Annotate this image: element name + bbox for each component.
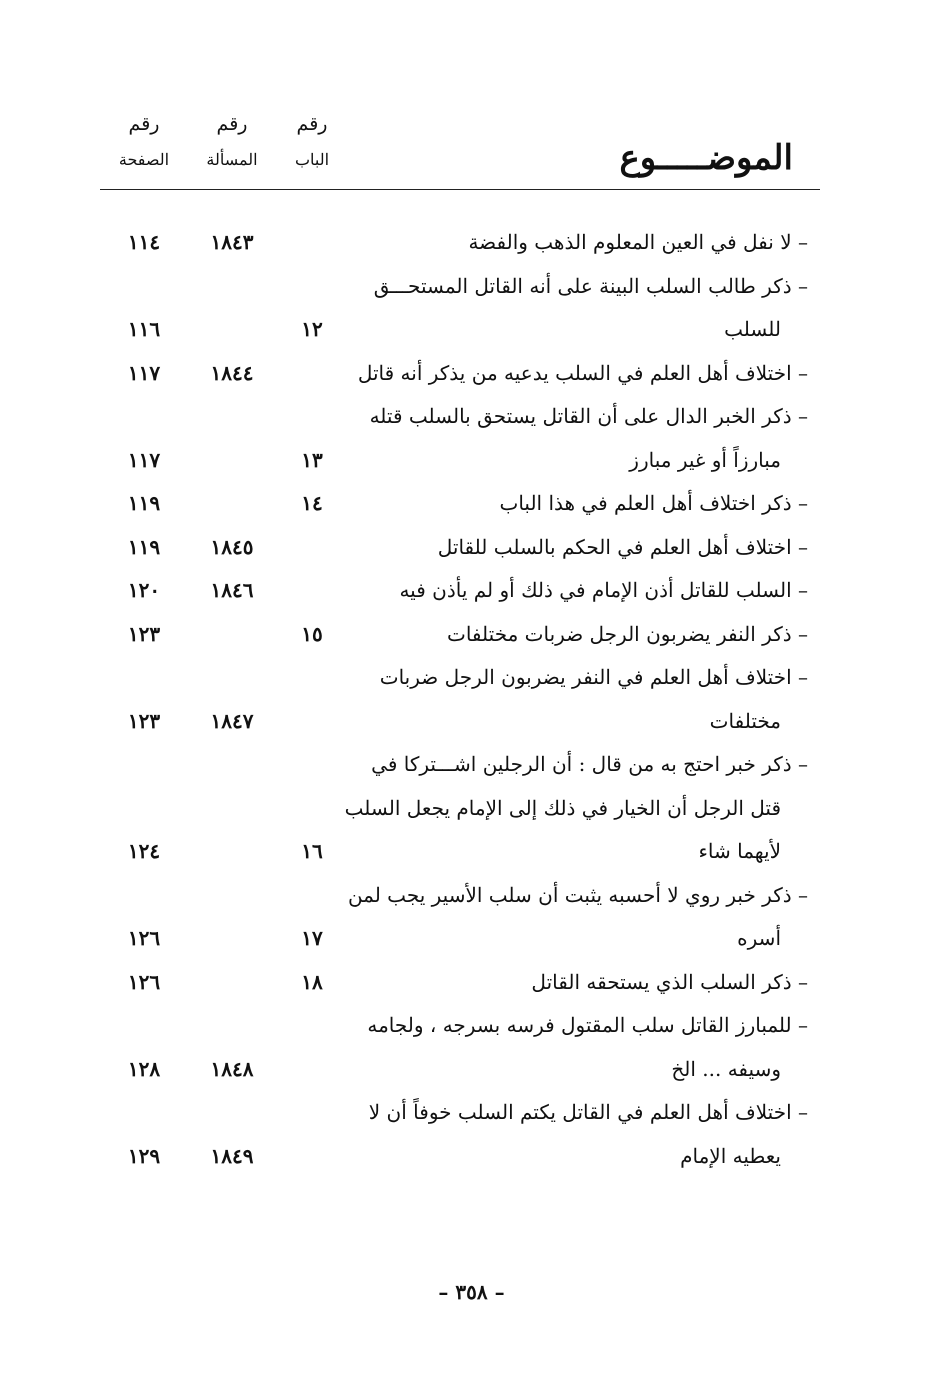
- entry-page-number: ١١٧: [127, 361, 161, 385]
- entry-bab-number: ١٨: [301, 970, 323, 994]
- entry-masala-number: ١٨٤٣: [210, 230, 254, 254]
- entry-bab-number: ١٧: [301, 926, 323, 950]
- entry-text: وسيفه ... الخ: [671, 1057, 781, 1081]
- entry-page-number: ١٢٣: [127, 709, 161, 733]
- header-page-label: الصفحة: [118, 150, 170, 169]
- entry-text: – ذكر خبر احتج به من قال : أن الرجلين اشـــتركا في: [371, 752, 808, 776]
- entry-text: – ذكر خبر روي لا أحسبه يثبت أن سلب الأسير يجب لمن: [347, 883, 808, 907]
- entry-text: – ذكر النفر يضربون الرجل ضربات مختلفات: [447, 622, 808, 646]
- entry-bab-number: ١٢: [301, 317, 323, 341]
- entry-text: – اختلاف أهل العلم في القاتل يكتم السلب خوفاً أن لا: [368, 1100, 808, 1124]
- entry-bab-number: ١٦: [301, 839, 323, 863]
- entry-text: – ذكر الخبر الدال على أن القاتل يستحق بالسلب قتله: [369, 404, 808, 428]
- header-raqm-bab: رقم: [296, 113, 328, 135]
- entry-masala-number: ١٨٤٥: [210, 535, 254, 559]
- header-raqm-masala: رقم: [216, 113, 248, 135]
- entry-masala-number: ١٨٤٤: [210, 361, 254, 385]
- entry-page-number: ١١٩: [127, 491, 161, 515]
- entry-bab-number: ١٤: [301, 491, 323, 515]
- entry-masala-number: ١٨٤٩: [210, 1144, 254, 1168]
- entry-text: – لا نفل في العين المعلوم الذهب والفضة: [468, 230, 808, 254]
- entry-text: مختلفات: [709, 709, 781, 733]
- entry-masala-number: ١٨٤٦: [210, 578, 254, 602]
- entry-text: – اختلاف أهل العلم في السلب يدعيه من يذكر أنه قاتل: [357, 361, 808, 385]
- header-bab-label: الباب: [294, 150, 330, 169]
- entry-text: – ذكر السلب الذي يستحقه القاتل: [531, 970, 808, 994]
- entry-page-number: ١٢٤: [127, 839, 161, 863]
- header-masala-label: المسألة: [206, 150, 258, 169]
- entry-page-number: ١١٦: [127, 317, 161, 341]
- entry-masala-number: ١٨٤٨: [210, 1057, 254, 1081]
- entry-text: – السلب للقاتل أذن الإمام في ذلك أو لم يأذن فيه: [399, 578, 808, 602]
- entry-page-number: ١٢٠: [127, 578, 161, 602]
- entry-text: للسلب: [724, 317, 781, 341]
- entry-text: يعطيه الإمام: [680, 1144, 781, 1168]
- page-number: – ٣٥٨ –: [438, 1280, 505, 1304]
- entry-text: – اختلاف أهل العلم في الحكم بالسلب للقاتل: [437, 535, 808, 559]
- entry-text: – اختلاف أهل العلم في النفر يضربون الرجل ضربات: [379, 665, 808, 689]
- entry-page-number: ١٢٦: [127, 970, 161, 994]
- entry-page-number: ١١٩: [127, 535, 161, 559]
- entry-text: مبارزاً أو غير مبارز: [629, 448, 781, 472]
- entry-text: – ذكر اختلاف أهل العلم في هذا الباب: [499, 491, 808, 515]
- entry-page-number: ١٢٦: [127, 926, 161, 950]
- header-rule: [100, 189, 820, 190]
- entry-text: قتل الرجل أن الخيار في ذلك إلى الإمام يجعل السلب: [344, 796, 781, 820]
- header-raqm-page: رقم: [128, 113, 160, 135]
- entry-text: أسره: [737, 926, 781, 950]
- entry-text: – للمبارز القاتل سلب المقتول فرسه بسرجه ، ولجامه: [367, 1013, 808, 1037]
- entry-masala-number: ١٨٤٧: [210, 709, 254, 733]
- entry-page-number: ١٢٨: [127, 1057, 161, 1081]
- entry-bab-number: ١٣: [301, 448, 323, 472]
- entry-page-number: ١١٧: [127, 448, 161, 472]
- entry-text: – ذكر طالب السلب البينة على أنه القاتل المستحـــق: [373, 274, 808, 298]
- entry-text: لأيهما شاء: [698, 839, 781, 863]
- header-title: الموضـــــوع: [619, 138, 793, 178]
- entry-page-number: ١٢٩: [127, 1144, 161, 1168]
- entry-page-number: ١١٤: [127, 230, 161, 254]
- entry-bab-number: ١٥: [301, 622, 323, 646]
- entry-page-number: ١٢٣: [127, 622, 161, 646]
